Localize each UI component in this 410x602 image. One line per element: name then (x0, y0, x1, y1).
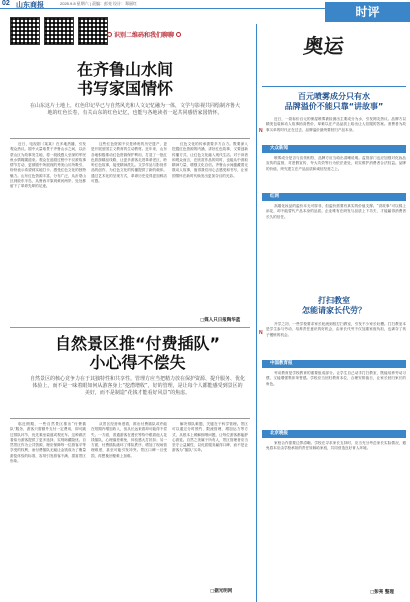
rail-item2-headline-line1: 打扫教室 (318, 296, 350, 305)
divider (10, 327, 250, 328)
article1-byline: □媒人只日报陶华蓝 (200, 318, 241, 323)
article2-byline: □据光明网 (210, 589, 233, 594)
article1-headline-line1: 在齐鲁山水间 (76, 60, 173, 79)
column-rule (256, 24, 257, 602)
bubble-icon (176, 32, 181, 37)
page-number: 02 (2, 0, 10, 7)
rail-band-source: 大众新闻 (262, 145, 406, 153)
rail-item2-body: 开学之初，一些学校要求家长轮流到校打扫教室，引发不少家长吐槽。打扫教室本是学生参与劳动、培养责任意识的好机会，由家长代劳不仅加重家庭负担，也剥夺了孩子锻炼的机会。 (266, 322, 406, 337)
rail-text1: 喷雾成分是否与宣传相符，品牌方应当给出清晰说明。监管部门也应加强对化妆品宣传的监督，对虚假宣传、夸大功效等行为依法查处，切实维护消费者合法权益。品牌的价值，终究建立在产品品质和诚信经营之上。 (266, 156, 406, 171)
article2-col1: 临近假期，一些自然景区推出“付费插队”服务，游客只需额外支付一定费用，即可跳过排队环节，优先乘坐索道或观光车。这种做法看似为游客提供了更多选择，实则暗藏隐忧。自然景区作为公共资源，理应保障每一位游客平等享受的权利，而付费插队无疑让金钱成为了衡量游览体验的标准，容易引发游客不满，损害景区形象。 (10, 422, 86, 464)
rail-item2-headline (262, 296, 406, 316)
qr-code-icon[interactable] (78, 17, 108, 45)
article1-headline (25, 60, 225, 98)
newspaper-brand: 山东商报 (16, 2, 44, 9)
divider (262, 86, 406, 87)
quote-mark-icon: N (259, 128, 263, 134)
article2-headline-line2: 小心得不偿失 (89, 353, 186, 372)
rail-band-source: 中国教育报 (262, 360, 406, 368)
rail-band-source: 红网 (262, 193, 406, 201)
qr-label-text: 识别二维码和我们聊聊 (114, 32, 175, 39)
bubble-icon (107, 32, 112, 37)
issue-meta: 2025.9.8 星期六 | 责编：彭亮 设计：郑丽红 (60, 1, 138, 6)
rail-byline: □彭亮 整理 (370, 590, 394, 595)
rail-text2: 高端化妆品的溢价本无可厚非，但溢价需要有真实的价值支撑。“讲故事”可以锦上添花，却不能替代产品本身的品质。企业唯有在研发与品质上下功夫，才能赢得消费者长久的信任。 (266, 204, 406, 219)
article2-headline-line1: 自然景区推“付费插队” (54, 334, 221, 353)
article1-col3: 红色文化的传承需要多方合力。既要深入挖掘红色资源的内涵，讲好红色故事，又要创新传播方式，让红色文化融入现代生活。对于读者和观众而言，在欣赏作品的同时，也能从中汲取精神力量，增强文化自信。齐鲁山水间蕴藏着无数动人故事，值得我们用心去感受和书写，让家国情怀在新时代焕发出更加夺目的光彩。 (172, 142, 248, 178)
rail-item2-headline-line2: 怎能请家长代劳？ (302, 306, 366, 315)
rail-item1-body: 近日，一款标价百元的保湿喷雾被检测出主要成分为水，引发网友热议。品牌方以精美包装和动人故事抬高售价，却难以在产品品质上给出让人信服的答案。消费者为故事买单的时代正在过去，品牌溢价最终要回归产品本身。 (266, 117, 406, 132)
article2-col3: 解决排队难题，关键在于科学管理。景区可以通过分时预约、限流管理、增加运力等方式，从根本上缓解拥堵问题，让每位游客都能舒心游览。自然之美属于所有人，景区管理者应当坚守公益属性，以优质服务赢得口碑，而不是让游客为“插队”买单。 (172, 422, 248, 453)
article1-deck: 在山东这片土地上，红色印记早已与自然风光和人文记忆融为一体，文学与影视共同绘制齐鲁大地的红色长卷，有关山东的红色记忆，也能与各地读者一起共同感悟家国情怀。 (30, 103, 241, 116)
qr-code-icon[interactable] (44, 17, 74, 45)
rail-text3: 劳动教育是学校教育的重要组成部分。让学生自己动手打扫教室，既能培养劳动习惯，又能增强集体荣誉感。学校应当回归教育本位，合理安排值日，让家长回归家长的角色。 (266, 371, 406, 386)
rail-brand (264, 28, 404, 84)
article2-col2: 从景区经营角度看，推出付费插队或许能在短期内增加收入，但从长远来看却可能得不偿失。一方面，普通游客在漫长等待中眼看他人花钱插队，心理落差难免，体验感大打折扣；另一方面，付费插队破坏了排队秩序，增加了现场管理难度，甚至可能引发冲突。景区口碑一旦受损，再想挽回便难上加难。 (91, 422, 167, 458)
article1-col2: 这些红色资源不仅是珍贵的历史遗产，更是开展爱国主义教育的生动教材。近年来，山东各地积极推动红色资源保护利用，打造了一批红色旅游精品线路，让更多游客走进革命老区，聆听红色故事，接受精神洗礼。文学作品与影视作品的创作，为红色文化的传播提供了新的载体。通过艺术化的呈现方式，革命历史变得更加鲜活可感。 (91, 142, 167, 184)
qr-label (105, 30, 183, 39)
divider (10, 418, 250, 419)
article1-headline-line2: 书写家国情怀 (76, 79, 173, 98)
qr-code-icon[interactable] (10, 17, 40, 45)
quote-mark-icon: N (259, 330, 263, 336)
rail-brand-glyph: 奥运 (302, 34, 346, 58)
rail-item1-headline (262, 92, 406, 112)
article2-deck: 自然景区的核心竞争力在于其独特性和共享性。管理方应当把精力放在保护资源、提升服务、优化体验上，而不是一味着眼如何从游客身上“挖潜增收”，好的管理，是让每个人都能感受到景区的美好，而不是制造“花钱才能看好风景”的焦虑。 (30, 376, 246, 396)
article2-headline (30, 334, 245, 372)
rail-band-source: 北京晚报 (262, 430, 406, 438)
rail-text4: 家校合作需要边界清晰。学校在寻求家长支持时，应当充分考虑家长实际情况，避免将本应由学校承担的责任转嫁给家庭，共同营造良好育人环境。 (266, 441, 406, 451)
divider (10, 138, 250, 139)
rail-item1-headline-line1: 百元喷雾成分只有水 (298, 92, 370, 101)
rail-item1-headline-line2: 品牌溢价不能只靠“讲故事” (284, 102, 384, 111)
section-tab[interactable]: 时评 (325, 2, 410, 22)
article1-col1: 近日，电视剧《某某》在多地热播，引发观众热议。剧中大量取景于齐鲁山水之间，以沂蒙山区为故事发生地，将一段段感人至深的军民鱼水情娓娓道来。观众在追剧过程中不仅被故事情节打动，更被剧中所展现的秀美山川所吸引，纷纷表示希望到实地打卡，感受红色文化的独特魅力。山东红色资源丰富，分布广泛，从沂蒙山区到胶东半岛，从鲁西平原到黄河两岸，处处都留下了革命先辈的足迹。 (10, 142, 86, 189)
